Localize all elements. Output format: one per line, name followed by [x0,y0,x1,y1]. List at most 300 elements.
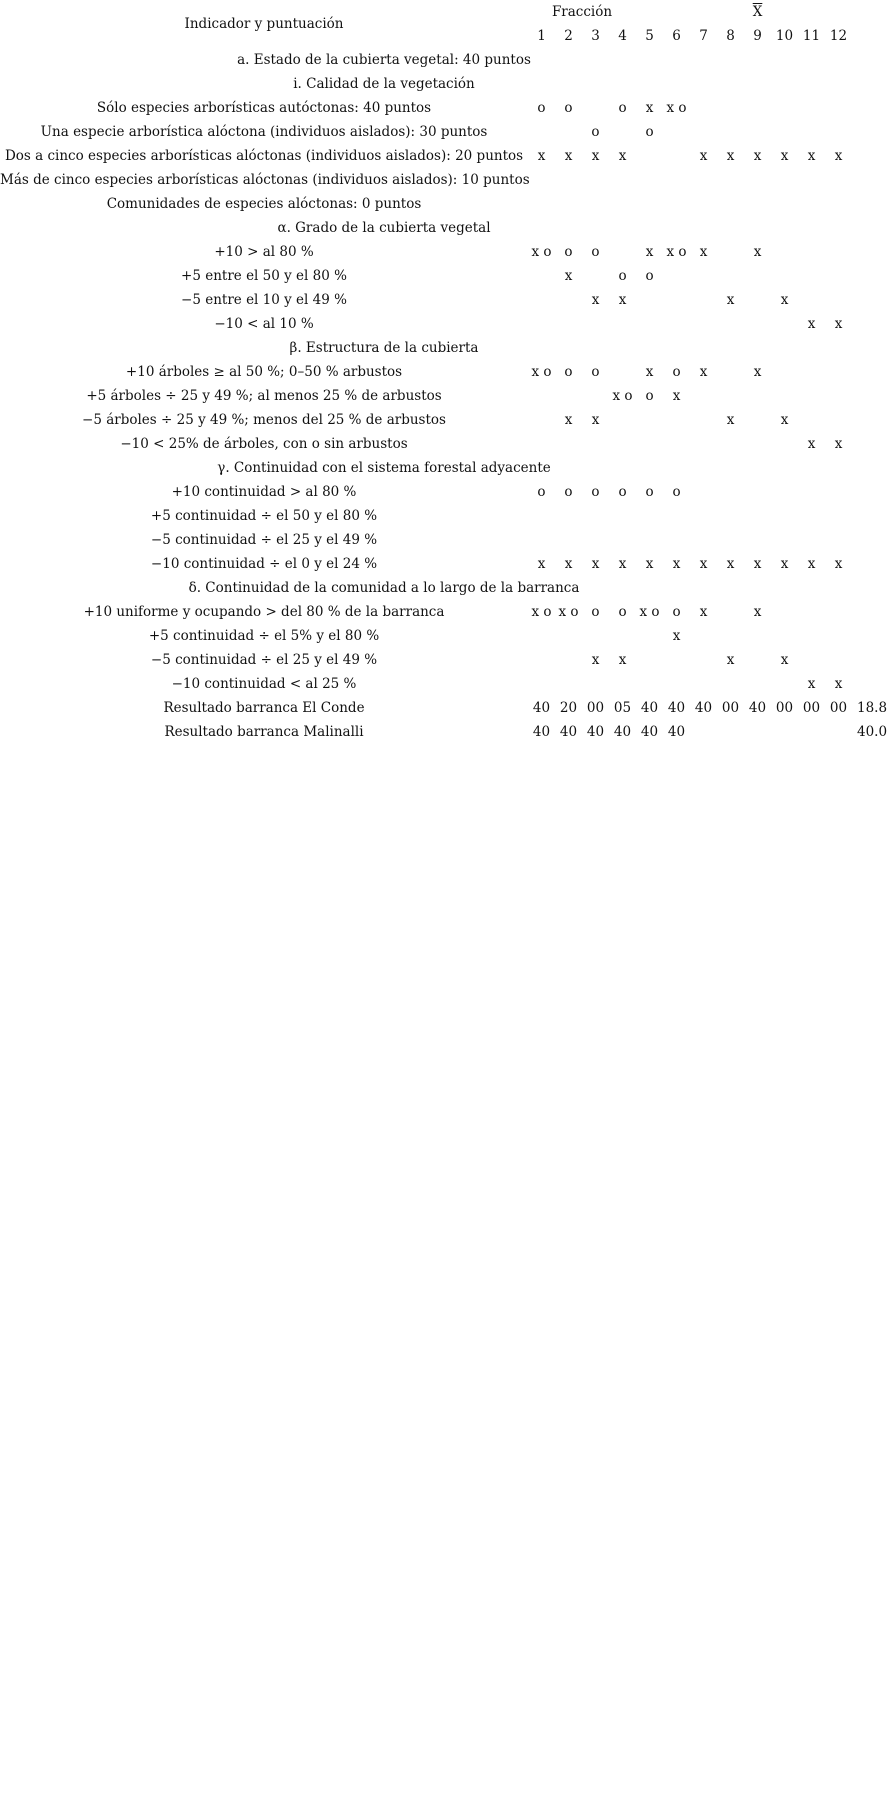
fraction-cell-10 [771,480,798,504]
mean-cell [852,672,892,696]
fraction-cell-6 [663,312,690,336]
fraction-cell-5: x [645,244,654,260]
fraction-cell-1 [528,168,555,192]
fraction-cell-11 [798,168,825,192]
section-row [0,456,892,480]
fraction-cell-11 [798,240,825,264]
fraction-cell-2 [555,312,582,336]
fraction-cell-7 [690,312,717,336]
indicator-label: −5 entre el 10 y el 49 % [181,292,347,308]
table-row [0,120,892,144]
fraction-cell-2 [555,288,582,312]
fraction-cell-1 [528,192,555,216]
fraction-cell-11: 00 [802,700,821,716]
fraction-cell-7: x [699,148,708,164]
fraction-cell-10 [771,624,798,648]
fraction-cell-6: 40 [667,700,686,716]
fraction-cell-2: x [564,148,573,164]
fraction-cell-5: x [645,100,654,116]
fraction-cell-1: o [537,100,546,116]
fraction-cell-11: x [807,556,816,572]
fraction-cell-12: x [834,436,843,452]
fraction-cell-2: x o [558,604,579,620]
fraction-cell-8 [717,432,744,456]
fraction-cell-9 [744,648,771,672]
fraction-cell-3 [582,168,609,192]
mean-cell [852,648,892,672]
indicator-label: −10 < 25% de árboles, con o sin arbustos [120,436,408,452]
fraction-cell-8 [717,240,744,264]
fraction-cell-4 [609,192,636,216]
fraction-cell-10 [771,528,798,552]
table-row [0,384,892,408]
fraction-cell-11: x [807,436,816,452]
fraction-cell-3: 40 [586,724,605,740]
table-row [0,432,892,456]
fraction-cell-7 [690,264,717,288]
fraction-cell-4 [609,672,636,696]
fraction-cell-9 [744,672,771,696]
fraction-header: Fracción [551,4,613,20]
fraction-cell-3 [582,192,609,216]
fraction-cell-6 [663,504,690,528]
fraction-cell-3: o [591,364,600,380]
fraction-cell-9 [744,120,771,144]
table-row [0,408,892,432]
fraction-cell-9 [744,408,771,432]
fraction-cell-4 [609,432,636,456]
fraction-cell-9: x [753,556,762,572]
fraction-cell-10 [771,96,798,120]
indicator-label: Comunidades de especies alóctonas: 0 puntos [106,196,422,212]
fraction-cell-8 [717,312,744,336]
mean-cell [852,312,892,336]
fraction-cell-3 [582,528,609,552]
fraction-cell-8 [717,624,744,648]
mean-cell [852,264,892,288]
fraction-cell-1: 40 [532,724,551,740]
fraction-cell-9: x [753,604,762,620]
fraction-cell-10 [771,360,798,384]
fraction-cell-8: 00 [721,700,740,716]
fraction-cell-4 [609,120,636,144]
fraction-cell-5 [636,192,663,216]
table-row [0,168,892,192]
fraction-cell-3: x [591,412,600,428]
fraction-cell-2: o [564,244,573,260]
fraction-cell-4: o [618,604,627,620]
fraction-cell-9 [744,288,771,312]
fraction-cell-4: 40 [613,724,632,740]
fraction-cell-12 [825,528,852,552]
fraction-cell-4 [609,240,636,264]
fraction-cell-8 [717,600,744,624]
mean-cell [852,528,892,552]
section-heading: a. Estado de la cubierta vegetal: 40 puntos [237,52,531,68]
fraction-cell-9 [744,264,771,288]
fraction-cell-8 [717,168,744,192]
fraction-cell-6 [663,168,690,192]
fraction-cell-1 [528,624,555,648]
fraction-cell-12 [825,192,852,216]
fraction-cell-12: x [834,556,843,572]
fraction-cell-3: o [591,124,600,140]
fraction-cell-10: x [780,412,789,428]
fraction-cell-7 [690,648,717,672]
fraction-cell-7 [690,672,717,696]
fraction-cell-5: x [645,364,654,380]
fraction-cell-7: x [699,556,708,572]
fraction-cell-10 [771,432,798,456]
fraction-cell-11 [798,120,825,144]
mean-cell [852,624,892,648]
fraction-cell-2 [555,528,582,552]
fraction-cell-5: o [645,388,654,404]
fraction-cell-10 [771,672,798,696]
fraction-cell-1: x [537,556,546,572]
fraction-cell-8 [717,192,744,216]
indicator-label: −10 continuidad < al 25 % [171,676,357,692]
fraction-cell-11 [798,96,825,120]
fraction-cell-6 [663,192,690,216]
fraction-cell-4 [609,312,636,336]
fraction-cell-11 [798,504,825,528]
fraction-cell-5 [636,624,663,648]
table-row [0,144,892,168]
fraction-cell-10 [771,384,798,408]
fraction-cell-3 [582,624,609,648]
fraction-cell-6 [663,120,690,144]
mean-cell [852,408,892,432]
indicator-header: Indicador y puntuación [184,16,344,32]
header-row-top [0,0,892,24]
fraction-cell-2: x [564,268,573,284]
fraction-cell-11 [798,648,825,672]
fraction-cell-2 [555,648,582,672]
fraction-cell-2: 40 [559,724,578,740]
fraction-cell-12 [825,168,852,192]
column-number-11: 11 [802,28,821,44]
fraction-cell-7: x [699,364,708,380]
fraction-cell-1: x [537,148,546,164]
fraction-cell-3: x [591,292,600,308]
fraction-cell-9 [744,96,771,120]
fraction-cell-6 [663,264,690,288]
mean-header: $\overline{X}$ [752,4,763,20]
fraction-cell-2 [555,120,582,144]
fraction-cell-8: x [726,412,735,428]
fraction-cell-12 [825,504,852,528]
fraction-cell-6: o [672,364,681,380]
fraction-cell-11 [798,720,825,744]
column-number-4: 4 [618,28,627,44]
section-heading: γ. Continuidad con el sistema forestal adyacente [217,460,551,476]
fraction-cell-11 [798,480,825,504]
fraction-cell-12 [825,480,852,504]
fraction-cell-8: x [726,652,735,668]
fraction-cell-8 [717,120,744,144]
fraction-cell-2: 20 [559,700,578,716]
fraction-cell-10: 00 [775,700,794,716]
fraction-cell-1: 40 [532,700,551,716]
fraction-cell-11 [798,528,825,552]
mean-cell [852,504,892,528]
indicator-label: +10 árboles ≥ al 50 %; 0–50 % arbustos [125,364,403,380]
fraction-cell-4: 05 [613,700,632,716]
fraction-cell-7 [690,624,717,648]
table-row [0,480,892,504]
fraction-cell-9 [744,624,771,648]
fraction-cell-6 [663,528,690,552]
column-number-2: 2 [564,28,573,44]
fraction-cell-4: x [618,652,627,668]
table-row [0,648,892,672]
indicator-label: Una especie arborística alóctona (individuos aislados): 30 puntos [40,124,488,140]
fraction-cell-5 [636,648,663,672]
fraction-cell-1 [528,288,555,312]
fraction-cell-5 [636,528,663,552]
fraction-cell-9: x [753,244,762,260]
table-row [0,288,892,312]
fraction-cell-12 [825,600,852,624]
fraction-cell-10: x [780,556,789,572]
fraction-cell-3: x [591,556,600,572]
fraction-cell-7 [690,504,717,528]
fraction-cell-8 [717,384,744,408]
fraction-cell-6: x [672,388,681,404]
fraction-cell-5: 40 [640,724,659,740]
indicator-label: Resultado barranca El Conde [163,700,365,716]
fraction-cell-3 [582,432,609,456]
fraction-cell-7 [690,432,717,456]
fraction-cell-2: x [564,556,573,572]
mean-cell [852,360,892,384]
mean-cell [852,96,892,120]
fraction-cell-6: o [672,484,681,500]
mean-cell [852,168,892,192]
table-row [0,240,892,264]
fraction-cell-12 [825,264,852,288]
table-row [0,504,892,528]
section-row [0,216,892,240]
column-number-7: 7 [699,28,708,44]
fraction-cell-1 [528,408,555,432]
table-row [0,696,892,720]
fraction-cell-9 [744,168,771,192]
fraction-cell-7 [690,720,717,744]
fraction-cell-11: x [807,316,816,332]
fraction-cell-7 [690,528,717,552]
fraction-cell-6 [663,288,690,312]
indicator-label: +10 > al 80 % [214,244,314,260]
fraction-cell-8: x [726,148,735,164]
fraction-cell-8: x [726,292,735,308]
fraction-cell-1 [528,672,555,696]
fraction-cell-12 [825,360,852,384]
fraction-cell-3: o [591,484,600,500]
fraction-cell-6 [663,432,690,456]
table-row [0,192,892,216]
fraction-cell-9 [744,432,771,456]
fraction-cell-8 [717,528,744,552]
fraction-cell-7: 40 [694,700,713,716]
fraction-cell-6 [663,144,690,168]
fraction-cell-10: x [780,148,789,164]
fraction-cell-3: o [591,604,600,620]
table-row [0,264,892,288]
fraction-cell-9 [744,192,771,216]
fraction-cell-11 [798,192,825,216]
fraction-cell-1 [528,504,555,528]
mean-cell [852,552,892,576]
mean-cell [852,192,892,216]
fraction-cell-6 [663,672,690,696]
indicator-table [0,0,892,744]
column-number-5: 5 [645,28,654,44]
fraction-cell-2 [555,192,582,216]
fraction-cell-4 [609,504,636,528]
fraction-cell-2: o [564,364,573,380]
fraction-cell-2 [555,624,582,648]
section-heading: δ. Continuidad de la comunidad a lo largo de la barranca [188,580,580,596]
fraction-cell-11: x [807,148,816,164]
fraction-cell-7: x [699,604,708,620]
column-number-12: 12 [829,28,848,44]
fraction-cell-10 [771,240,798,264]
mean-cell [852,144,892,168]
mean-cell [852,600,892,624]
fraction-cell-5: o [645,484,654,500]
fraction-cell-5 [636,312,663,336]
fraction-cell-5: x [645,556,654,572]
fraction-cell-12 [825,648,852,672]
fraction-cell-3 [582,312,609,336]
fraction-cell-7 [690,192,717,216]
table-row [0,96,892,120]
fraction-cell-7: x [699,244,708,260]
fraction-cell-6: x o [666,244,687,260]
fraction-cell-5 [636,408,663,432]
fraction-cell-2 [555,384,582,408]
fraction-cell-1: x o [531,244,552,260]
table-row [0,528,892,552]
fraction-cell-1 [528,384,555,408]
fraction-cell-6 [663,408,690,432]
fraction-cell-5 [636,168,663,192]
fraction-cell-4 [609,408,636,432]
section-row [0,576,892,600]
indicator-label: +10 uniforme y ocupando > del 80 % de la barranca [83,604,445,620]
fraction-cell-9: 40 [748,700,767,716]
indicator-label: +5 continuidad ÷ el 5% y el 80 % [148,628,380,644]
fraction-cell-3 [582,96,609,120]
fraction-cell-11 [798,408,825,432]
indicator-label: +5 continuidad ÷ el 50 y el 80 % [150,508,378,524]
fraction-cell-6: x [672,628,681,644]
fraction-cell-6: x o [666,100,687,116]
column-number-6: 6 [672,28,681,44]
fraction-cell-8 [717,480,744,504]
fraction-cell-1: x o [531,364,552,380]
fraction-cell-8 [717,360,744,384]
fraction-cell-10 [771,192,798,216]
section-row [0,48,892,72]
fraction-cell-8 [717,720,744,744]
table-row [0,600,892,624]
table-row [0,672,892,696]
fraction-cell-1 [528,264,555,288]
mean-cell: 18.8 [856,700,888,716]
indicator-label: Dos a cinco especies arborísticas alóctonas (individuos aislados): 20 puntos [4,148,524,164]
fraction-cell-12 [825,408,852,432]
fraction-cell-10 [771,168,798,192]
fraction-cell-12 [825,240,852,264]
fraction-cell-10 [771,720,798,744]
mean-cell [852,120,892,144]
column-number-3: 3 [591,28,600,44]
indicator-label: +5 árboles ÷ 25 y 49 %; al menos 25 % de arbustos [86,388,442,404]
fraction-cell-10: x [780,652,789,668]
fraction-cell-9 [744,384,771,408]
fraction-cell-7 [690,480,717,504]
column-number-1: 1 [537,28,546,44]
mean-cell [852,384,892,408]
table-row [0,624,892,648]
fraction-cell-1 [528,120,555,144]
table-body [0,48,892,744]
fraction-cell-11 [798,600,825,624]
fraction-cell-4: x o [612,388,633,404]
mean-cell [852,432,892,456]
fraction-cell-8: x [726,556,735,572]
fraction-cell-4 [609,360,636,384]
fraction-cell-5 [636,432,663,456]
fraction-cell-9 [744,504,771,528]
fraction-cell-1 [528,432,555,456]
fraction-cell-4: x [618,148,627,164]
fraction-cell-5 [636,504,663,528]
fraction-cell-7 [690,120,717,144]
indicator-label: Sólo especies arborísticas autóctonas: 40 puntos [96,100,432,116]
table-row [0,360,892,384]
fraction-cell-2 [555,432,582,456]
fraction-cell-2 [555,672,582,696]
fraction-cell-2 [555,504,582,528]
fraction-cell-12 [825,96,852,120]
table-row [0,312,892,336]
fraction-cell-8 [717,96,744,120]
fraction-cell-11 [798,360,825,384]
fraction-cell-12: x [834,148,843,164]
section-row [0,336,892,360]
fraction-cell-2: o [564,484,573,500]
fraction-cell-2 [555,168,582,192]
fraction-cell-1 [528,528,555,552]
column-number-8: 8 [726,28,735,44]
column-number-9: 9 [753,28,762,44]
fraction-cell-10 [771,312,798,336]
fraction-cell-5: 40 [640,700,659,716]
fraction-cell-11 [798,624,825,648]
fraction-cell-10 [771,600,798,624]
fraction-cell-11 [798,384,825,408]
fraction-cell-10 [771,504,798,528]
fraction-cell-12 [825,720,852,744]
fraction-cell-7 [690,384,717,408]
fraction-cell-3 [582,264,609,288]
indicator-label: −10 < al 10 % [214,316,314,332]
fraction-cell-5 [636,672,663,696]
